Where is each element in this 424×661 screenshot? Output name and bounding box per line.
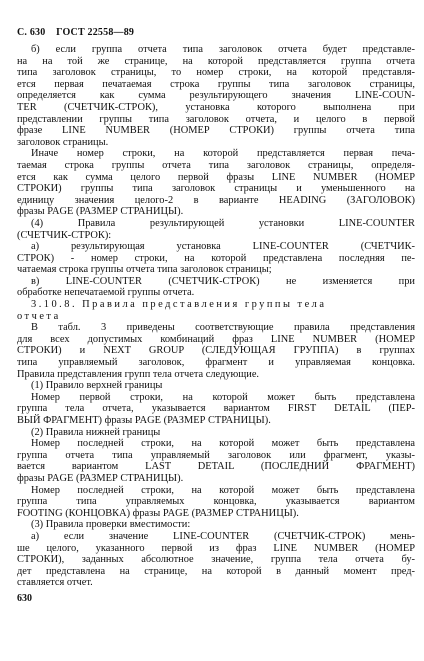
- text-line: TER (СЧЕТЧИК-СТРОК), установка которого выполнена при: [17, 101, 415, 113]
- header-standard-ref: ГОСТ 22558—89: [56, 27, 135, 38]
- text-line: Правила представления групп тела отчета следующие.: [17, 368, 260, 380]
- text-line: СТРОКИ) группы типа заголовок страницы и уменьшенного на: [17, 183, 415, 195]
- text-line: В табл. 3 приведены соответствующие правила представления: [31, 322, 415, 334]
- page-number: 630: [17, 593, 32, 604]
- text-line: определяется как сумма результирующего значения LINE-COUN-: [17, 90, 415, 102]
- text-line: единицу значения целого-2 в варианте HEADING (ЗАГОЛОВОК): [17, 194, 415, 206]
- text-line: (4) Правила результирующей установки LINE-COUNTER: [31, 217, 415, 229]
- text-line: заголовок страницы.: [17, 136, 109, 148]
- text-line: ВЫЙ ФРАГМЕНТ) фразы PAGE (РАЗМЕР СТРАНИЦЫ).: [17, 415, 271, 426]
- text-line: для всех допустимых комбинаций фраз LINE NUMBER (НОМЕР: [17, 333, 415, 345]
- text-line: на на той же странице, на которой представляется группа отчета: [17, 55, 415, 67]
- page-header: [17, 27, 142, 38]
- text-line: фразы PAGE (РАЗМЕР СТРАНИЦЫ).: [17, 472, 184, 484]
- text-line: Иначе номер строки, на которой представляется первая печа-: [31, 148, 415, 160]
- text-line: (1) Правило верхней границы: [31, 380, 163, 392]
- text-line: ется как сумма целого первой фразы LINE NUMBER (НОМЕР: [17, 171, 415, 183]
- text-line: ставляется отчет.: [17, 577, 93, 589]
- text-line: типа заголовок страницы, то номер строки, на которой представля-: [17, 67, 415, 79]
- text-line: (СЧЕТЧИК-СТРОК):: [17, 229, 112, 241]
- text-line: фразе LINE NUMBER (НОМЕР СТРОКИ) группы отчета типа: [17, 125, 415, 137]
- text-line: Номер последней строки, на которой может быть представлена: [31, 438, 415, 450]
- text-line: СТРОК) - номер строки, на которой представлена последняя пе-: [17, 252, 415, 264]
- text-line: FOOTING (КОНЦОВКА) фразы PAGE (РАЗМЕР СТРАНИЦЫ).: [17, 507, 299, 519]
- text-line: группа отчета типа управляемый заголовок или фрагмент, указы-: [17, 449, 415, 461]
- text-line: СТРОКИ) и NEXT GROUP (СЛЕДУЮЩАЯ ГРУППА) в группах: [17, 345, 415, 357]
- text-line: представлении группы типа заголовок отчета, и целого в первой: [17, 113, 415, 125]
- text-line: фразы PAGE (РАЗМЕР СТРАНИЦЫ).: [17, 206, 184, 218]
- text-line: Номер последней строки, на которой может быть представлена: [31, 484, 415, 496]
- text-line: вается вариантом LAST DETAIL (ПОСЛЕДНИЙ ФРАГМЕНТ): [17, 461, 415, 473]
- text-line: (2) Правила нижней границы: [31, 426, 161, 438]
- text-line: б) если группа отчета типа заголовок отчета будет представле-: [31, 44, 415, 55]
- text-line: СТРОКИ), заданных абсолютное значение, группа тела отчета бу-: [17, 554, 415, 566]
- text-line: таемая строка группы отчета типа заголовок страницы, определя-: [17, 159, 415, 171]
- document-body: [17, 44, 415, 589]
- text-line: (3) Правила проверки вместимости:: [31, 519, 191, 531]
- text-line: ше целого, указанного первой из фраз LINE NUMBER (НОМЕР: [17, 542, 415, 554]
- text-line: группа тела отчета, указывается вариантом FIRST DETAIL (ПЕР-: [17, 403, 415, 415]
- text-line: а) если значение LINE-COUNTER (СЧЕТЧИК-СТРОК) мень-: [31, 530, 415, 542]
- header-page-ref: С. 630: [17, 27, 46, 38]
- section-heading: 3.10.8. Правила представления группы тела: [31, 299, 327, 311]
- text-line: ется первая печатаемая строка группы типа заголовок страницы,: [17, 78, 415, 90]
- text-line: обработке непечатаемой группы отчета.: [17, 287, 195, 299]
- text-line: дет представлена на странице, на которой в данный момент пред-: [17, 565, 415, 577]
- text-line: в) LINE-COUNTER (СЧЕТЧИК-СТРОК) не изменяется при: [31, 275, 415, 287]
- text-line: чатаемая строка группы отчета типа заголовок страницы;: [17, 264, 272, 276]
- text-line: типа управляемый заголовок, фрагмент и управляемая концовка.: [17, 357, 415, 369]
- section-heading: отчета: [17, 310, 61, 322]
- text-line: группа типа управляемых концовка, указывается вариантом: [17, 496, 415, 508]
- text-line: Номер первой строки, на которой может быть представлена: [31, 391, 415, 403]
- text-line: а) результирующая установка LINE-COUNTER (СЧЕТЧИК-: [31, 241, 415, 253]
